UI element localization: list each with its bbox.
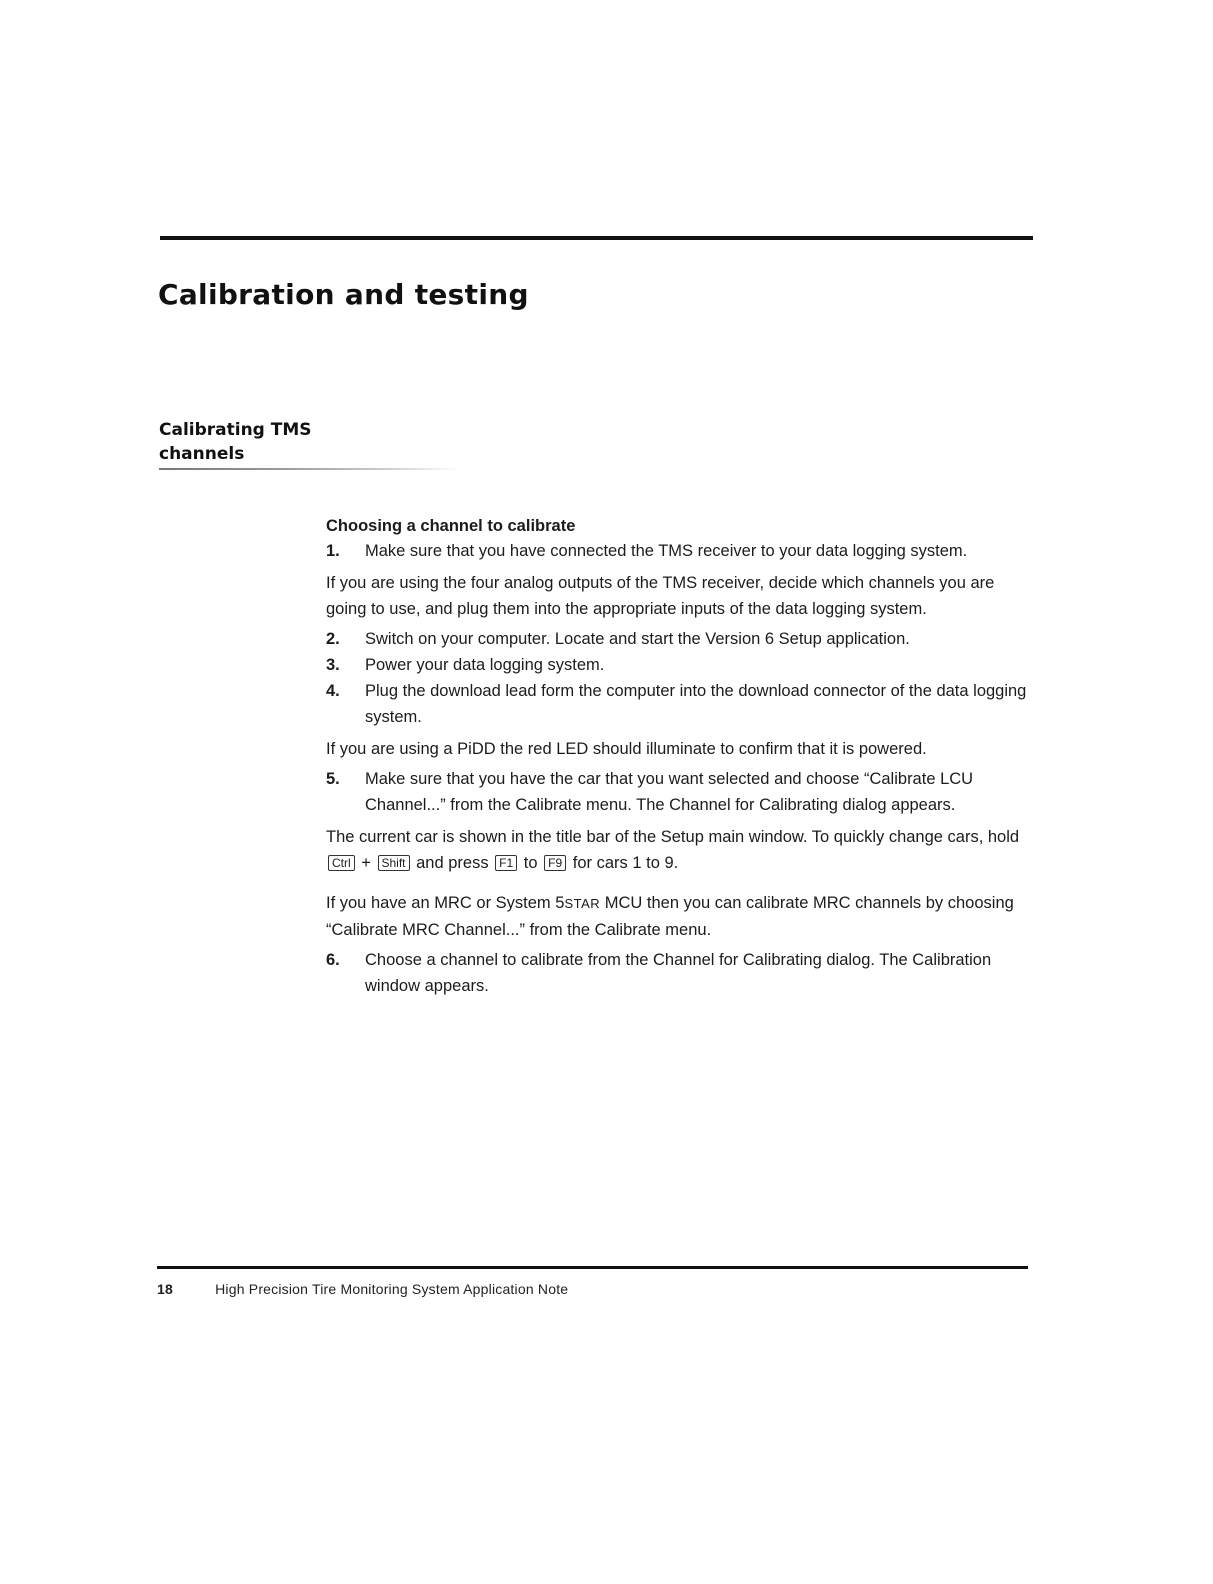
paragraph-analog: If you are using the four analog outputs of the TMS receiver, decide which channels you are going to use, and plug them into the appropriate inputs of the data logging system. bbox=[326, 574, 995, 618]
footer-rule bbox=[157, 1266, 1028, 1269]
paragraph-current-car bbox=[326, 824, 1036, 876]
step-1 bbox=[326, 538, 1036, 564]
section-underline bbox=[159, 468, 459, 470]
paragraph-pidd: If you are using a PiDD the red LED should illuminate to confirm that it is powered. bbox=[326, 740, 927, 758]
text-span: to bbox=[523, 854, 538, 872]
step-6 bbox=[326, 947, 1036, 999]
top-rule bbox=[160, 236, 1033, 240]
step-text: Make sure that you have connected the TMS receiver to your data logging system. bbox=[365, 542, 968, 560]
step-number: 4. bbox=[326, 682, 340, 700]
subheading: Choosing a channel to calibrate bbox=[326, 517, 576, 535]
step-4 bbox=[326, 678, 1036, 730]
paragraph-mrc bbox=[326, 890, 1036, 943]
step-number: 6. bbox=[326, 951, 340, 969]
step-text: Make sure that you have the car that you want selected and choose “Calibrate LCU Channel...” from the Calibrate menu. The Channel for Calibrating dialog appears. bbox=[365, 770, 974, 814]
step-text: Switch on your computer. Locate and start the Version 6 Setup application. bbox=[365, 630, 910, 648]
product-name-digit: 5 bbox=[555, 894, 565, 912]
footer-title: High Precision Tire Monitoring System Application Note bbox=[215, 1281, 569, 1297]
step-text: Plug the download lead form the computer into the download connector of the data logging system. bbox=[365, 682, 1027, 726]
step-number: 5. bbox=[326, 770, 340, 788]
step-text: Power your data logging system. bbox=[365, 656, 605, 674]
text-span: for cars 1 to 9. bbox=[572, 854, 679, 872]
f9-key: F9 bbox=[544, 855, 566, 871]
shift-key: Shift bbox=[378, 855, 410, 871]
text-span: MCU then you can calibrate MRC channels by choosing “Calibrate MRC Channel...” from the Calibrate menu. bbox=[326, 894, 1014, 939]
text-span: If you have an MRC or System bbox=[326, 894, 551, 912]
product-name bbox=[555, 894, 600, 912]
spacer bbox=[326, 880, 1036, 884]
text-span: The current car is shown in the title bar of the Setup main window. To quickly change cars, hold bbox=[326, 828, 1020, 846]
page-footer bbox=[157, 1281, 857, 1297]
section-title: Calibrating TMS channels bbox=[159, 420, 312, 464]
step-2 bbox=[326, 626, 1036, 652]
text-span: and press bbox=[416, 854, 489, 872]
step-number: 3. bbox=[326, 656, 340, 674]
text-span: + bbox=[361, 854, 371, 872]
section-content bbox=[326, 514, 1036, 999]
ctrl-key: Ctrl bbox=[328, 855, 355, 871]
step-5 bbox=[326, 766, 1036, 818]
product-name-smallcaps: STAR bbox=[564, 896, 601, 911]
chapter-title: Calibration and testing bbox=[158, 278, 529, 311]
page-number: 18 bbox=[157, 1281, 173, 1297]
f1-key: F1 bbox=[495, 855, 517, 871]
step-3 bbox=[326, 652, 1036, 678]
step-text: Choose a channel to calibrate from the Channel for Calibrating dialog. The Calibration window appears. bbox=[365, 951, 992, 995]
step-number: 2. bbox=[326, 630, 340, 648]
step-number: 1. bbox=[326, 542, 340, 560]
